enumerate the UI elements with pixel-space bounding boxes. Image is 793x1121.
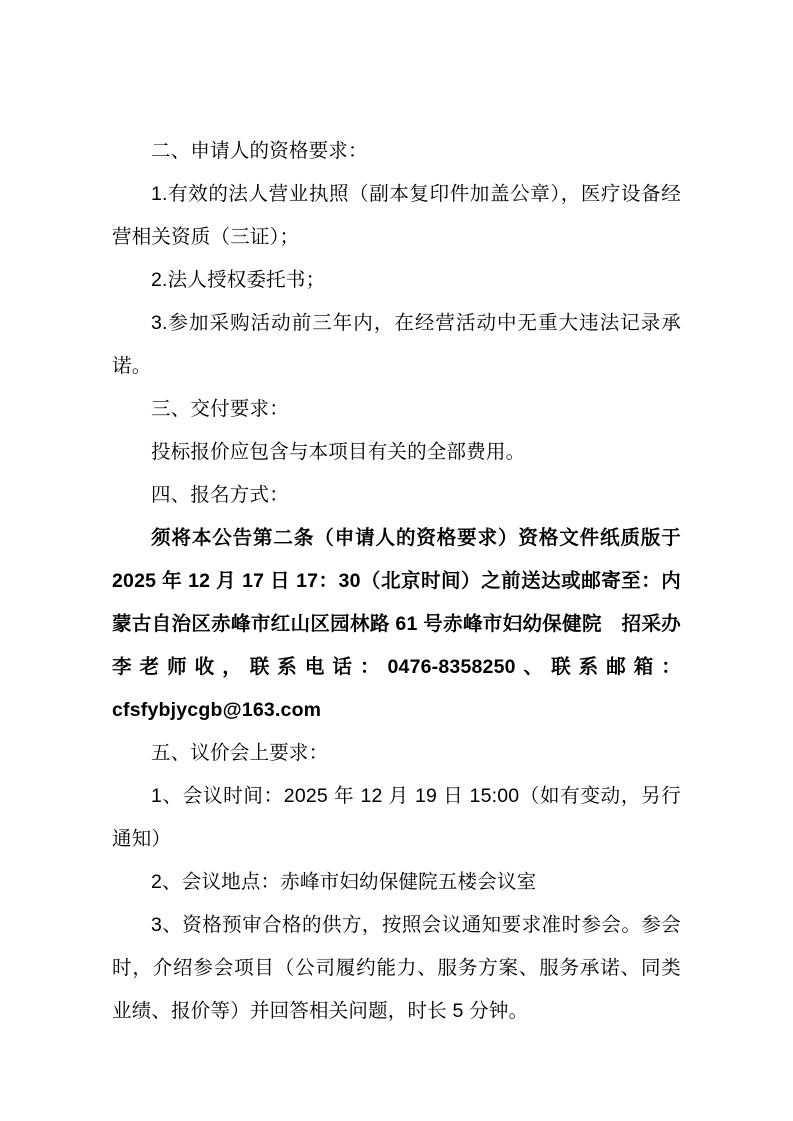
- section-heading-negotiation-meeting: 五、议价会上要求：: [151, 742, 329, 764]
- section-heading-delivery-requirements: 三、交付要求：: [151, 398, 289, 420]
- section-heading-applicant-qualifications: 二、申请人的资格要求：: [151, 140, 368, 162]
- document-body: [112, 130, 687, 1033]
- qualification-item-authorization-letter: 2.法人授权委托书；: [151, 269, 326, 291]
- qualification-item-business-license: 1.有效的法人营业执照（副本复印件加盖公章），医疗设备经营相关资质（三证）；: [112, 183, 681, 248]
- meeting-item-attendance-rules: 3、资格预审合格的供方，按照会议通知要求准时参会。参会时，介绍参会项目（公司履约能力、服务方案、服务承诺、同类业绩、报价等）并回答相关问题，时长 5 分钟。: [112, 914, 681, 1022]
- section-heading-registration-method: 四、报名方式：: [151, 484, 289, 506]
- meeting-item-time: 1、会议时间：2025 年 12 月 19 日 15:00（如有变动，另行通知）: [112, 785, 681, 850]
- registration-method-text: 须将本公告第二条（申请人的资格要求）资格文件纸质版于 2025 年 12 月 17 日 17：30（北京时间）之前送达或邮寄至：内蒙古自治区赤峰市红山区园林路 61 号赤峰市妇幼保健院 招采办李老师收，联系电话：0476-8358250、联系邮箱：cfsfybjycgb@163.com: [112, 527, 687, 721]
- delivery-requirements-text: 投标报价应包含与本项目有关的全部费用。: [151, 441, 526, 463]
- qualification-item-no-violation-record: 3.参加采购活动前三年内，在经营活动中无重大违法记录承诺。: [112, 312, 681, 377]
- meeting-item-location: 2、会议地点：赤峰市妇幼保健院五楼会议室: [151, 871, 537, 893]
